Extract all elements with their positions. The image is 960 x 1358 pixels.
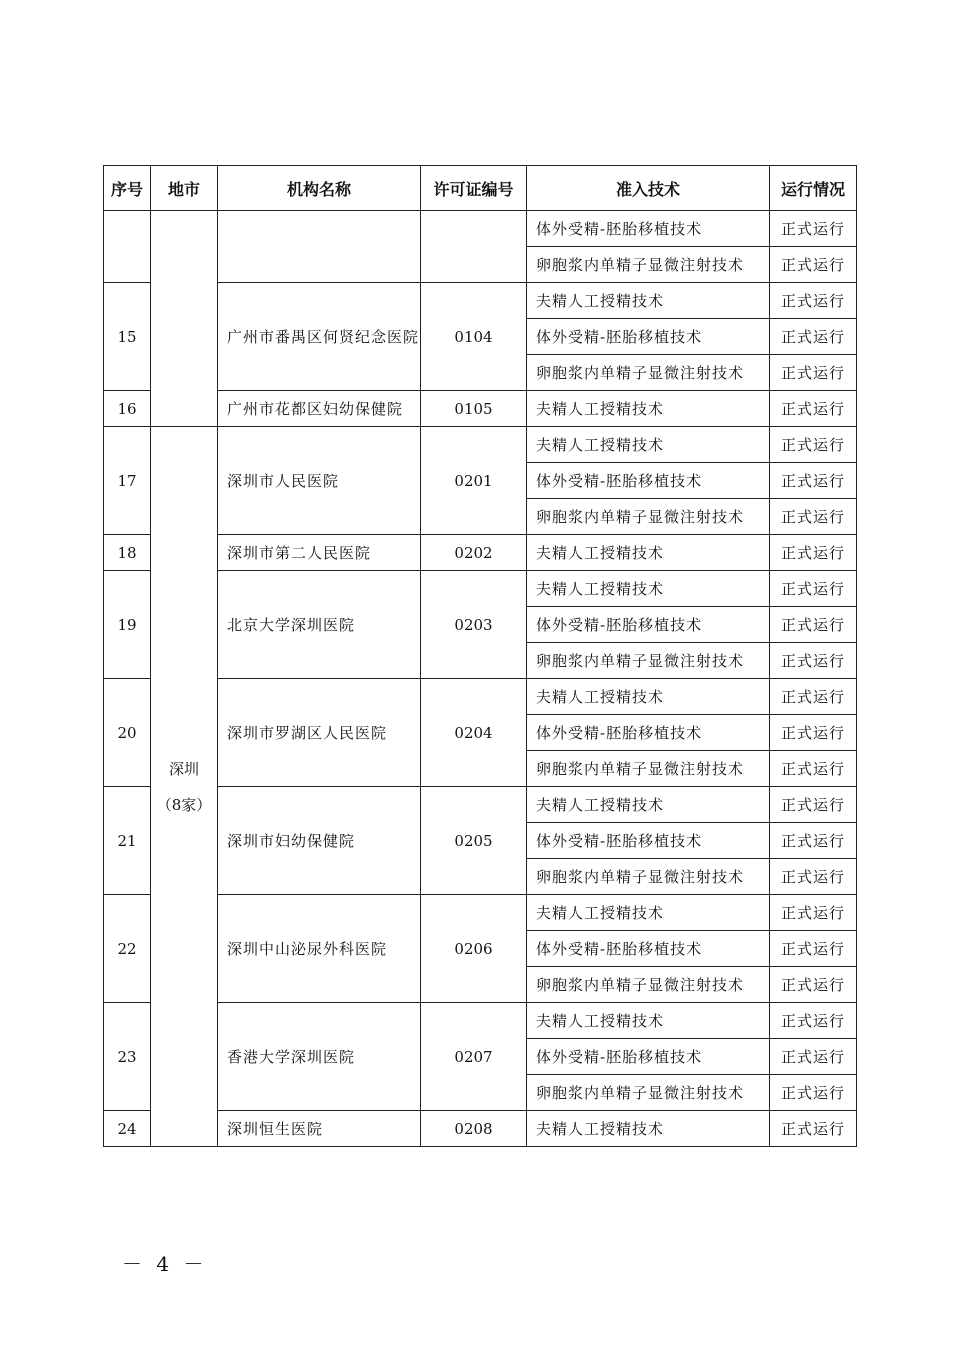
cell-technology: 体外受精-胚胎移植技术: [527, 715, 770, 751]
license-table: [103, 165, 857, 1147]
cell-institution: 广州市番禺区何贤纪念医院: [218, 283, 421, 391]
cell-status: 正式运行: [770, 211, 857, 247]
cell-license: 0105: [421, 391, 527, 427]
cell-status: 正式运行: [770, 967, 857, 1003]
cell-seq: 16: [104, 391, 151, 427]
cell-institution: [218, 211, 421, 283]
cell-status: 正式运行: [770, 1111, 857, 1147]
cell-technology: 夫精人工授精技术: [527, 895, 770, 931]
cell-technology: 卵胞浆内单精子显微注射技术: [527, 355, 770, 391]
cell-institution: 深圳市人民医院: [218, 427, 421, 535]
cell-status: 正式运行: [770, 787, 857, 823]
cell-technology: 体外受精-胚胎移植技术: [527, 823, 770, 859]
cell-institution: 深圳市罗湖区人民医院: [218, 679, 421, 787]
cell-city: [151, 427, 218, 1147]
cell-seq: 23: [104, 1003, 151, 1111]
cell-technology: 卵胞浆内单精子显微注射技术: [527, 751, 770, 787]
cell-status: 正式运行: [770, 715, 857, 751]
cell-institution: 深圳恒生医院: [218, 1111, 421, 1147]
cell-seq: 15: [104, 283, 151, 391]
city-count: （8家）: [156, 795, 212, 814]
cell-seq: 24: [104, 1111, 151, 1147]
header-technology: 准入技术: [527, 166, 770, 211]
page-number: － 4 －: [122, 1252, 208, 1276]
cell-technology: 卵胞浆内单精子显微注射技术: [527, 643, 770, 679]
cell-technology: 体外受精-胚胎移植技术: [527, 1039, 770, 1075]
cell-license: 0206: [421, 895, 527, 1003]
cell-status: 正式运行: [770, 319, 857, 355]
cell-institution: 北京大学深圳医院: [218, 571, 421, 679]
cell-institution: 香港大学深圳医院: [218, 1003, 421, 1111]
cell-institution: 深圳市第二人民医院: [218, 535, 421, 571]
table-row: [104, 211, 857, 247]
header-city: 地市: [151, 166, 218, 211]
cell-status: 正式运行: [770, 751, 857, 787]
cell-license: 0202: [421, 535, 527, 571]
cell-status: 正式运行: [770, 607, 857, 643]
cell-license: 0104: [421, 283, 527, 391]
cell-status: 正式运行: [770, 1003, 857, 1039]
table-row: [104, 427, 857, 463]
cell-status: 正式运行: [770, 1039, 857, 1075]
cell-status: 正式运行: [770, 247, 857, 283]
cell-technology: 体外受精-胚胎移植技术: [527, 211, 770, 247]
header-license: 许可证编号: [421, 166, 527, 211]
cell-license: 0205: [421, 787, 527, 895]
cell-technology: 夫精人工授精技术: [527, 427, 770, 463]
cell-status: 正式运行: [770, 427, 857, 463]
cell-institution: 广州市花都区妇幼保健院: [218, 391, 421, 427]
cell-seq: [104, 211, 151, 283]
cell-license: 0208: [421, 1111, 527, 1147]
cell-technology: 夫精人工授精技术: [527, 283, 770, 319]
cell-technology: 体外受精-胚胎移植技术: [527, 463, 770, 499]
cell-technology: 夫精人工授精技术: [527, 535, 770, 571]
cell-status: 正式运行: [770, 859, 857, 895]
cell-status: 正式运行: [770, 643, 857, 679]
cell-seq: 18: [104, 535, 151, 571]
cell-seq: 20: [104, 679, 151, 787]
cell-status: 正式运行: [770, 391, 857, 427]
cell-technology: 体外受精-胚胎移植技术: [527, 319, 770, 355]
cell-license: 0203: [421, 571, 527, 679]
cell-city: [151, 211, 218, 427]
cell-status: 正式运行: [770, 463, 857, 499]
cell-seq: 22: [104, 895, 151, 1003]
cell-status: 正式运行: [770, 535, 857, 571]
cell-institution: 深圳中山泌尿外科医院: [218, 895, 421, 1003]
cell-status: 正式运行: [770, 499, 857, 535]
cell-status: 正式运行: [770, 679, 857, 715]
cell-seq: 21: [104, 787, 151, 895]
cell-technology: 卵胞浆内单精子显微注射技术: [527, 859, 770, 895]
cell-status: 正式运行: [770, 1075, 857, 1111]
cell-technology: 卵胞浆内单精子显微注射技术: [527, 499, 770, 535]
city-name: 深圳: [168, 759, 199, 778]
header-seq: 序号: [104, 166, 151, 211]
cell-license: 0201: [421, 427, 527, 535]
cell-technology: 卵胞浆内单精子显微注射技术: [527, 967, 770, 1003]
cell-license: [421, 211, 527, 283]
cell-status: 正式运行: [770, 283, 857, 319]
cell-technology: 体外受精-胚胎移植技术: [527, 607, 770, 643]
cell-status: 正式运行: [770, 571, 857, 607]
header-institution: 机构名称: [218, 166, 421, 211]
cell-seq: 19: [104, 571, 151, 679]
cell-technology: 夫精人工授精技术: [527, 1003, 770, 1039]
header-status: 运行情况: [770, 166, 857, 211]
cell-technology: 卵胞浆内单精子显微注射技术: [527, 247, 770, 283]
cell-status: 正式运行: [770, 931, 857, 967]
cell-technology: 夫精人工授精技术: [527, 571, 770, 607]
cell-seq: 17: [104, 427, 151, 535]
cell-license: 0204: [421, 679, 527, 787]
cell-technology: 夫精人工授精技术: [527, 787, 770, 823]
cell-status: 正式运行: [770, 355, 857, 391]
table-header-row: [104, 166, 857, 211]
cell-technology: 体外受精-胚胎移植技术: [527, 931, 770, 967]
cell-technology: 卵胞浆内单精子显微注射技术: [527, 1075, 770, 1111]
cell-license: 0207: [421, 1003, 527, 1111]
cell-institution: 深圳市妇幼保健院: [218, 787, 421, 895]
cell-technology: 夫精人工授精技术: [527, 1111, 770, 1147]
cell-technology: 夫精人工授精技术: [527, 391, 770, 427]
cell-status: 正式运行: [770, 823, 857, 859]
cell-technology: 夫精人工授精技术: [527, 679, 770, 715]
cell-status: 正式运行: [770, 895, 857, 931]
